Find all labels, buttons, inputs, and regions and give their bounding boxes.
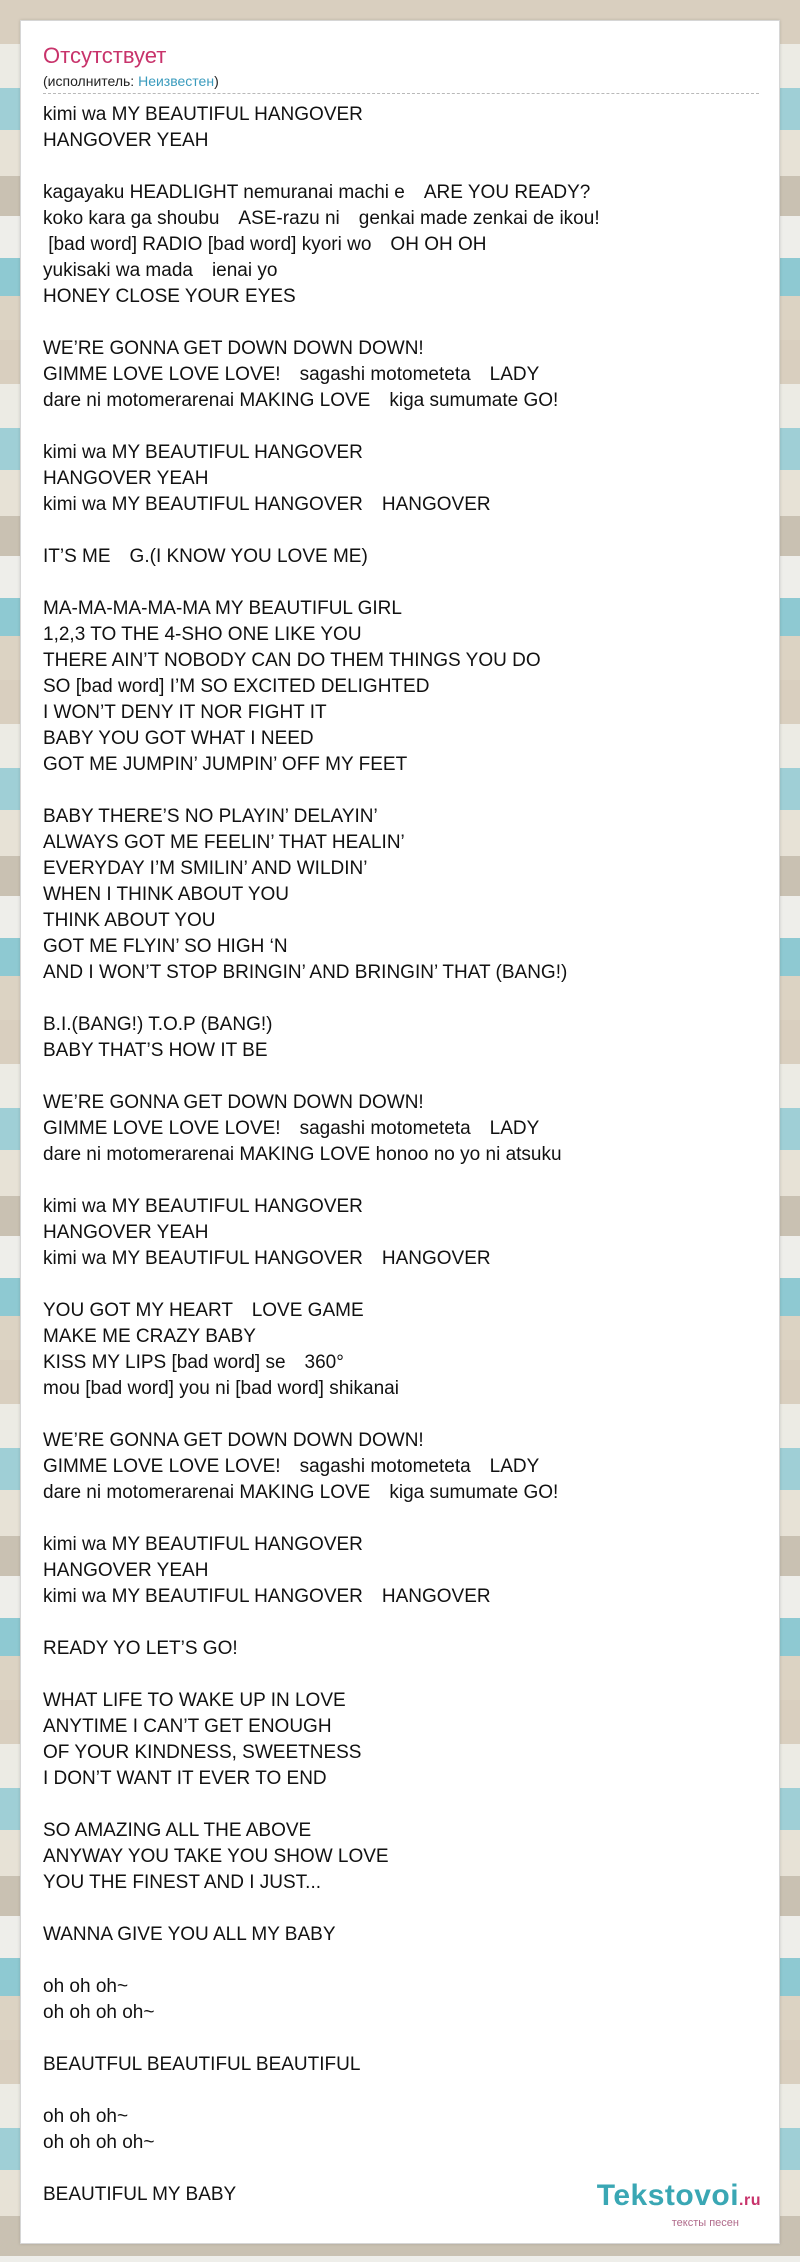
logo-tld: .ru: [739, 2192, 761, 2209]
artist-link[interactable]: Неизвестен: [138, 73, 215, 89]
lyrics-card: [20, 20, 780, 2244]
song-title: Отсутствует: [43, 43, 167, 68]
artist-prefix: (исполнитель:: [43, 73, 139, 89]
logo-name: Tekstovoi: [596, 2179, 740, 2212]
logo-wordmark: [597, 2181, 761, 2216]
divider: [43, 93, 759, 94]
logo-tagline: тексты песен: [671, 2217, 739, 2229]
artist-suffix: ): [214, 73, 219, 89]
site-logo[interactable]: [597, 2181, 761, 2229]
artist-line: [43, 73, 219, 89]
lyrics-text: kimi wa MY BEAUTIFUL HANGOVER HANGOVER YEAH kagayaku HEADLIGHT nemuranai machi e ARE YOU READY? koko kara ga shoubu ASE-razu ni genkai made zenkai de ikou! [bad word] RADIO [bad word] kyori wo OH OH OH yukisaki wa mada ienai yo HONEY CLOSE YOUR EYES WE’RE GONNA GET DOWN DOWN DOWN! GIMME LOVE LOVE LOVE! sagashi motometeta LADY dare ni motomerarenai MAKING LOVE kiga sumumate GO! kimi wa MY BEAUTIFUL HANGOVER HANGOVER YEAH kimi wa MY BEAUTIFUL HANGOVER HANGOVER IT’S ME G.(I KNOW YOU LOVE ME) MA-MA-MA-MA-MA MY BEAUTIFUL GIRL 1,2,3 TO THE 4-SHO ONE LIKE YOU THERE AIN’T NOBODY CAN DO THEM THINGS YOU DO SO [bad word] I’M SO EXCITED DELIGHTED I WON’T DENY IT NOR FIGHT IT BABY YOU GOT WHAT I NEED GOT ME JUMPIN’ JUMPIN’ OFF MY FEET BABY THERE’S NO PLAYIN’ DELAYIN’ ALWAYS GOT ME FEELIN’ THAT HEALIN’ EVERYDAY I’M SMILIN’ AND WILDIN’ WHEN I THINK ABOUT YOU THINK ABOUT YOU GOT ME FLYIN’ SO HIGH ‘N AND I WON’T STOP BRINGIN’ AND BRINGIN’ THAT (BANG!) B.I.(BANG!) T.O.P (BANG!) BABY THAT’S HOW IT BE WE’RE GONNA GET DOWN DOWN DOWN! GIMME LOVE LOVE LOVE! sagashi motometeta LADY dare ni motomerarenai MAKING LOVE honoo no yo ni atsuku kimi wa MY BEAUTIFUL HANGOVER HANGOVER YEAH kimi wa MY BEAUTIFUL HANGOVER HANGOVER YOU GOT MY HEART LOVE GAME MAKE ME CRAZY BABY KISS MY LIPS [bad word] se 360° mou [bad word] you ni [bad word] shikanai WE’RE GONNA GET DOWN DOWN DOWN! GIMME LOVE LOVE LOVE! sagashi motometeta LADY dare ni motomerarenai MAKING LOVE kiga sumumate GO! kimi wa MY BEAUTIFUL HANGOVER HANGOVER YEAH kimi wa MY BEAUTIFUL HANGOVER HANGOVER READY YO LET’S GO! WHAT LIFE TO WAKE UP IN LOVE ANYTIME I CAN’T GET ENOUGH OF YOUR KINDNESS, SWEETNESS I DON’T WANT IT EVER TO END SO AMAZING ALL THE ABOVE ANYWAY YOU TAKE YOU SHOW LOVE YOU THE FINEST AND I JUST... WANNA GIVE YOU ALL MY BABY oh oh oh~ oh oh oh oh~ BEAUTFUL BEAUTIFUL BEAUTIFUL oh oh oh~ oh oh oh oh~ BEAUTIFUL MY BABY: [43, 104, 600, 2205]
